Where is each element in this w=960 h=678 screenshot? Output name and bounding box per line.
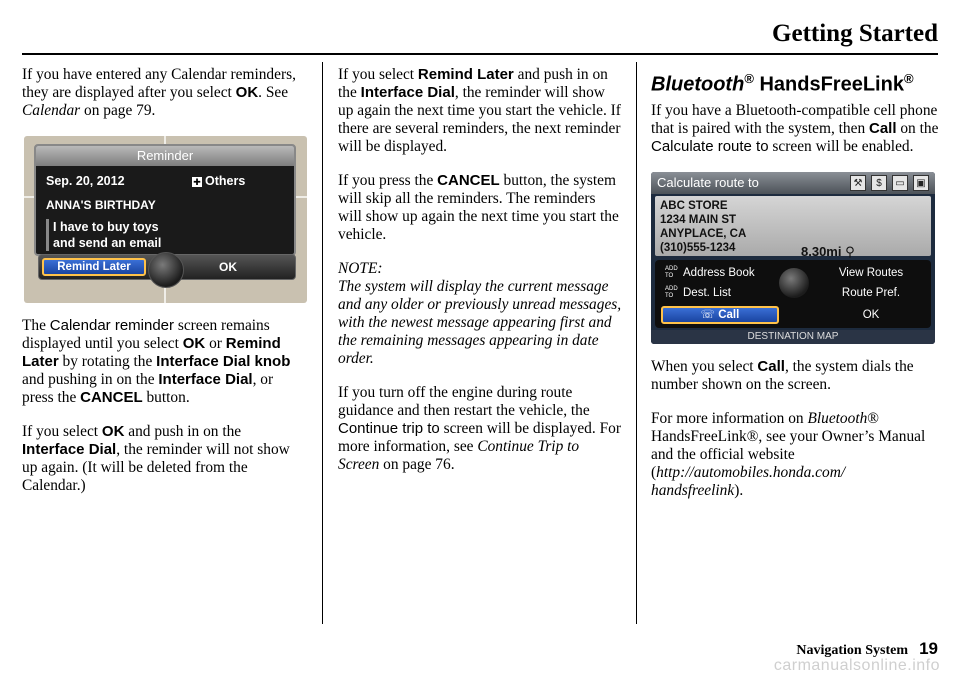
reminder-header: Reminder: [36, 146, 294, 166]
view-routes-button[interactable]: View Routes: [838, 266, 904, 279]
text: . See: [258, 84, 289, 101]
pin-icon: ⚲: [845, 243, 855, 259]
col2-paragraph-1: [338, 66, 623, 156]
address-line: ANYPLACE, CA: [660, 227, 747, 240]
button-label: Address Book: [683, 266, 755, 279]
call-term: Call: [757, 357, 785, 375]
column-3: [651, 66, 941, 516]
call-term: Call: [869, 119, 897, 137]
section-title-italic: Bluetooth: [651, 73, 745, 96]
note: [338, 260, 623, 368]
save-icon[interactable]: ▣: [913, 175, 929, 191]
interface-dial-term: Interface Dial: [360, 84, 455, 101]
screen-name: Continue trip to: [338, 420, 440, 437]
column-1: [22, 66, 307, 511]
calculate-route-screenshot: [651, 172, 935, 344]
reminder-panel: [34, 144, 296, 256]
screen-name: Calculate route to: [651, 137, 769, 155]
text: , or press the: [22, 371, 274, 406]
call-button[interactable]: [661, 306, 779, 324]
dest-list-button[interactable]: [661, 284, 777, 302]
screen-name: Calendar reminder: [49, 317, 175, 334]
destination-map-label[interactable]: DESTINATION MAP: [651, 330, 935, 344]
distance-value: 8.30mi: [801, 243, 842, 259]
col1-paragraph-1: [22, 66, 307, 120]
text: If you press the: [338, 172, 438, 189]
interface-dial-icon: [148, 252, 184, 288]
col2-paragraph-3: [338, 384, 623, 474]
button-label: Dest. List: [683, 286, 731, 299]
address-book-button[interactable]: [661, 264, 777, 282]
screen-icon[interactable]: ▭: [892, 175, 908, 191]
address-line: ABC STORE: [660, 199, 728, 212]
reminder-body-line: I have to buy toys: [53, 220, 159, 234]
text: and pushing in on the: [22, 371, 159, 388]
add-to-label: ADD TO: [665, 285, 678, 299]
ok-button[interactable]: OK: [862, 308, 880, 321]
tools-icon[interactable]: ⚒: [850, 175, 866, 191]
text: by rotating the: [58, 353, 157, 370]
column-2: [338, 66, 623, 490]
column-divider-2: [636, 62, 637, 624]
interface-dial-term: Interface Dial: [158, 371, 253, 388]
remind-later-button[interactable]: Remind Later: [42, 258, 146, 276]
text: If you turn off the engine during route guidance and then restart the vehicle, the: [338, 384, 590, 419]
text: If you have a Bluetooth-compatible cell phone that is paired with the system, then: [651, 101, 938, 137]
text: on page 79.: [80, 102, 156, 119]
text: button.: [142, 389, 190, 406]
text: ).: [734, 481, 744, 499]
section-title: [651, 66, 941, 98]
col1-paragraph-2: [22, 317, 307, 407]
page-header-title: Getting Started: [772, 20, 938, 47]
continue-trip-ref: Continue Trip to Screen: [338, 438, 580, 473]
note-label: NOTE:: [338, 260, 383, 277]
text: and push in on the: [124, 423, 242, 440]
header-rule: [22, 53, 938, 55]
category-icon: ✚: [193, 177, 201, 187]
ok-term: OK: [235, 84, 259, 101]
page-number: 19: [919, 639, 938, 658]
interface-dial-icon: [779, 268, 809, 298]
ok-button[interactable]: OK: [219, 260, 237, 274]
text: and push in on the: [338, 66, 608, 101]
text: , the reminder will show up again the next time you start the vehicle. If there are several reminders, the next reminder will be displayed.: [338, 84, 621, 155]
text: on the: [896, 119, 939, 137]
reminder-body-line: and send an email: [53, 236, 162, 250]
reminder-screenshot: [24, 136, 307, 303]
text: screen remains displayed until you select: [22, 317, 270, 352]
route-distance: [801, 244, 855, 260]
text: For more information on: [651, 409, 808, 427]
text: When you select: [651, 357, 758, 375]
address-line: 1234 MAIN ST: [660, 213, 737, 226]
section-title-rest: HandsFreeLink: [753, 73, 904, 96]
col1-paragraph-3: [22, 423, 307, 495]
col3-paragraph-2: [651, 358, 941, 394]
button-label: Call: [718, 308, 740, 321]
interface-dial-term: Interface Dial: [22, 441, 117, 458]
route-header: [651, 172, 935, 194]
note-text: The system will display the current message and any older or previously unread messages, with the newest message appearing first and the remaining messages appearing in date order.: [338, 278, 622, 367]
text: on page 76.: [379, 456, 455, 473]
route-icons: [850, 175, 929, 191]
reminder-body: [46, 219, 196, 251]
text: The: [22, 317, 50, 334]
text: screen will be enabled.: [768, 137, 914, 155]
bluetooth-italic: Bluetooth: [807, 409, 868, 427]
route-pref-button[interactable]: Route Pref.: [841, 286, 901, 299]
text: screen will be displayed. For more information, see: [338, 420, 621, 455]
ok-term: OK: [182, 335, 206, 352]
route-header-title: Calculate route to: [657, 174, 759, 190]
text: If you have entered any Calendar reminders, they are displayed after you select: [22, 66, 296, 101]
text: or: [205, 335, 226, 352]
col2-paragraph-2: [338, 172, 623, 244]
phone-icon: ☏: [700, 308, 719, 321]
text: , the system dials the number shown on the screen.: [651, 357, 914, 393]
text: ® HandsFreeLink®, see your Owner’s Manual and the official website (: [651, 409, 926, 481]
ok-term: OK: [101, 423, 125, 440]
category-label: Others: [205, 174, 246, 188]
registered-mark: ®: [744, 71, 754, 86]
text: If you select: [338, 66, 418, 83]
watermark: carmanualsonline.info: [773, 657, 940, 674]
route-address: [655, 196, 931, 256]
col3-paragraph-3: [651, 410, 941, 500]
text: If you select: [22, 423, 102, 440]
footer-section-name: Navigation System: [796, 643, 908, 658]
text: , the reminder will not show up again. (It will be deleted from the Calendar.): [22, 441, 290, 494]
cancel-term: CANCEL: [437, 172, 500, 189]
interface-dial-knob-term: Interface Dial knob: [156, 353, 291, 370]
calendar-ref: Calendar: [22, 102, 81, 119]
website-link[interactable]: http://automobiles.honda.com/ handsfreelink: [651, 463, 846, 499]
reminder-date: Sep. 20, 2012: [46, 174, 125, 188]
col3-paragraph-1: [651, 102, 941, 156]
reminder-category: [192, 174, 245, 188]
column-divider-1: [322, 62, 323, 624]
remind-later-term: Remind Later: [417, 66, 514, 83]
cancel-term: CANCEL: [80, 389, 143, 406]
add-to-label: ADD TO: [665, 265, 678, 279]
text: button, the system will skip all the reminders. The reminders will show up again the next time you start the vehicle.: [338, 172, 619, 243]
dollar-icon[interactable]: $: [871, 175, 887, 191]
reminder-title: ANNA'S BIRTHDAY: [46, 198, 156, 212]
registered-mark: ®: [903, 71, 914, 86]
phone-number: (310)555-1234: [660, 241, 736, 254]
remind-later-term: Remind Later: [22, 335, 281, 370]
